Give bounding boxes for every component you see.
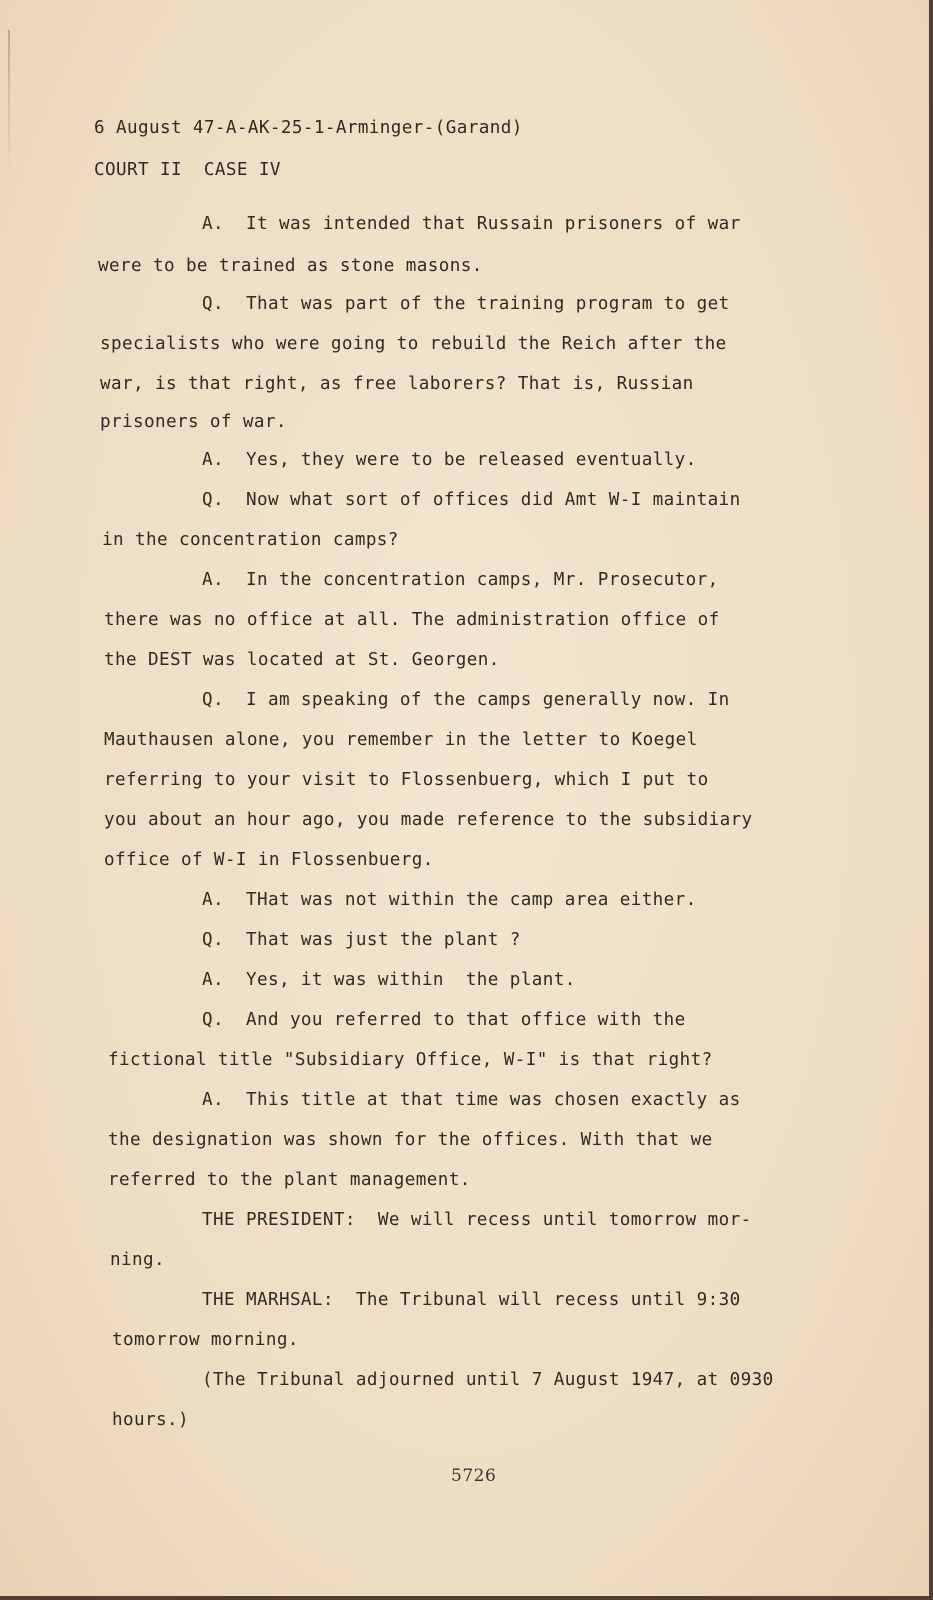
paper-edge-mark bbox=[8, 30, 10, 170]
transcript-line: the designation was shown for the offices. With that we bbox=[108, 1130, 713, 1150]
transcript-line: Q. And you referred to that office with the bbox=[202, 1010, 686, 1030]
transcript-line: (The Tribunal adjourned until 7 August 1947, at 0930 bbox=[202, 1370, 774, 1390]
transcript-line: ning. bbox=[110, 1250, 165, 1270]
transcript-line: A. In the concentration camps, Mr. Prosecutor, bbox=[202, 570, 719, 590]
header-reference: 6 August 47-A-AK-25-1-Arminger-(Garand) bbox=[94, 118, 523, 138]
transcript-line: Q. I am speaking of the camps generally now. In bbox=[202, 690, 730, 710]
transcript-line: the DEST was located at St. Georgen. bbox=[104, 650, 500, 670]
transcript-line: hours.) bbox=[112, 1410, 189, 1430]
transcript-line: you about an hour ago, you made reference to the subsidiary bbox=[104, 810, 753, 830]
transcript-line: THE PRESIDENT: We will recess until tomorrow mor- bbox=[202, 1210, 752, 1230]
transcript-line: war, is that right, as free laborers? That is, Russian bbox=[100, 374, 694, 394]
header-court-case: COURT II CASE IV bbox=[94, 160, 281, 180]
transcript-line: there was no office at all. The administration office of bbox=[104, 610, 720, 630]
transcript-line: A. Yes, it was within the plant. bbox=[202, 970, 576, 990]
transcript-line: tomorrow morning. bbox=[112, 1330, 299, 1350]
transcript-line: A. THat was not within the camp area either. bbox=[202, 890, 697, 910]
transcript-line: were to be trained as stone masons. bbox=[98, 256, 483, 276]
transcript-line: in the concentration camps? bbox=[102, 530, 399, 550]
transcript-line: A. This title at that time was chosen exactly as bbox=[202, 1090, 741, 1110]
transcript-line: Mauthausen alone, you remember in the letter to Koegel bbox=[104, 730, 698, 750]
transcript-line: THE MARHSAL: The Tribunal will recess until 9:30 bbox=[202, 1290, 741, 1310]
transcript-line: A. Yes, they were to be released eventually. bbox=[202, 450, 697, 470]
transcript-line: Q. Now what sort of offices did Amt W-I maintain bbox=[202, 490, 741, 510]
transcript-line: specialists who were going to rebuild the Reich after the bbox=[100, 334, 727, 354]
transcript-line: A. It was intended that Russain prisoners of war bbox=[202, 214, 741, 234]
page-number: 5726 bbox=[451, 1466, 497, 1486]
transcript-line: prisoners of war. bbox=[100, 412, 287, 432]
transcript-line: Q. That was just the plant ? bbox=[202, 930, 521, 950]
transcript-line: Q. That was part of the training program to get bbox=[202, 294, 730, 314]
transcript-line: referred to the plant management. bbox=[108, 1170, 471, 1190]
transcript-line: referring to your visit to Flossenbuerg, which I put to bbox=[104, 770, 709, 790]
transcript-line: office of W-I in Flossenbuerg. bbox=[104, 850, 434, 870]
transcript-line: fictional title "Subsidiary Office, W-I" is that right? bbox=[108, 1050, 713, 1070]
